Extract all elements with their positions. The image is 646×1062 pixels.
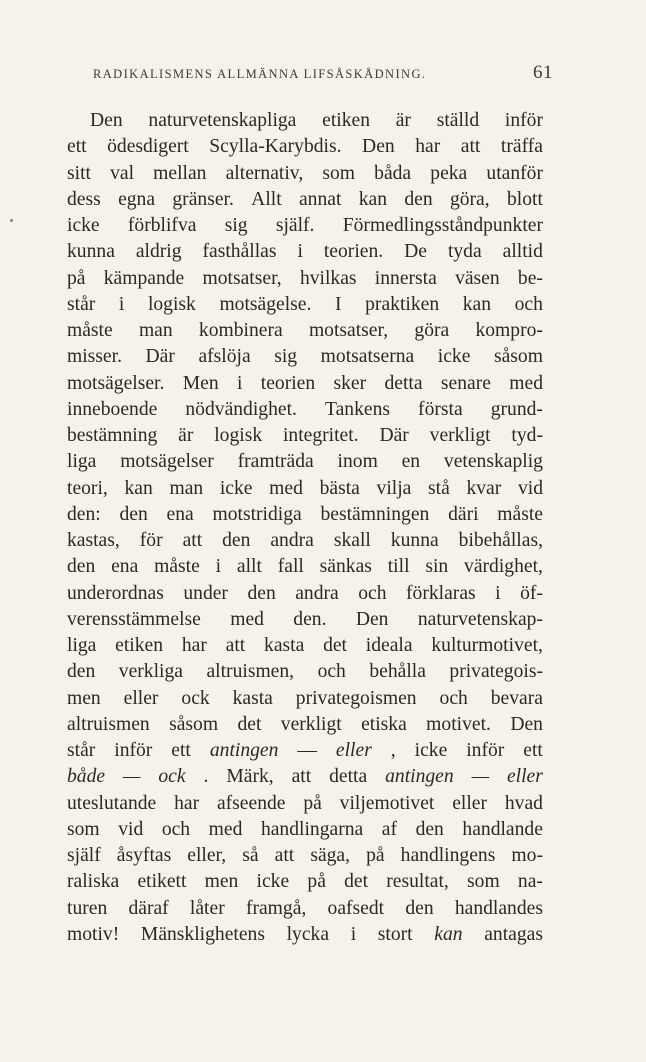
text-word: icke bbox=[414, 740, 448, 761]
text-line bbox=[67, 738, 543, 764]
text-word: stå bbox=[428, 477, 450, 499]
text-line bbox=[67, 633, 543, 659]
text-word: be- bbox=[517, 267, 543, 289]
text-word: lycka bbox=[286, 923, 330, 945]
text-word: ställd bbox=[436, 110, 480, 131]
text-word: med bbox=[509, 372, 543, 394]
text-line bbox=[67, 581, 543, 607]
text-word: sig bbox=[274, 346, 298, 368]
text-word: den bbox=[67, 556, 96, 578]
text-word: inför bbox=[504, 110, 543, 131]
text-word: Där bbox=[145, 346, 175, 368]
text-word: som bbox=[322, 162, 356, 184]
text-word: andra bbox=[295, 582, 339, 604]
text-word: kan bbox=[358, 188, 388, 210]
text-word: kasta bbox=[264, 635, 305, 656]
text-word: bästa bbox=[319, 477, 360, 499]
text-line bbox=[67, 213, 543, 239]
text-word: liga bbox=[67, 635, 97, 656]
text-line bbox=[67, 187, 543, 213]
text-line bbox=[67, 659, 543, 685]
text-word: egna bbox=[118, 188, 156, 210]
text-word: sker bbox=[333, 372, 367, 394]
text-word: i bbox=[297, 241, 303, 263]
text-word: måste bbox=[497, 503, 543, 525]
text-word: verkliga bbox=[118, 661, 183, 683]
text-word: aldrig bbox=[135, 241, 182, 263]
text-word: alternativ, bbox=[225, 162, 304, 184]
text-word: ock bbox=[181, 687, 210, 709]
text-word: antagas bbox=[484, 923, 543, 945]
text-word: bibehållas, bbox=[458, 530, 543, 551]
text-word: peka bbox=[430, 162, 468, 184]
text-word: väsen bbox=[455, 267, 500, 289]
text-line bbox=[67, 869, 543, 895]
text-word: senare bbox=[440, 372, 491, 394]
text-line bbox=[67, 134, 543, 160]
text-word: handlande bbox=[462, 818, 543, 840]
text-word: eller bbox=[506, 766, 543, 788]
text-word: på bbox=[303, 792, 322, 814]
text-word: . bbox=[203, 766, 209, 788]
text-word: motivet. bbox=[426, 713, 491, 735]
text-word: na- bbox=[517, 871, 543, 893]
text-word: alltid bbox=[502, 241, 543, 263]
text-word: teori, bbox=[67, 477, 108, 499]
text-word: kompro- bbox=[475, 320, 543, 341]
text-word: ock bbox=[158, 766, 186, 788]
text-word: eller bbox=[123, 687, 159, 709]
text-word: första bbox=[418, 398, 463, 420]
text-word: till bbox=[387, 556, 410, 578]
text-word: det bbox=[344, 871, 369, 893]
text-word: hvilkas bbox=[299, 267, 357, 289]
text-word: kulturmotivet, bbox=[431, 635, 543, 656]
text-word: viljemotivet bbox=[339, 792, 435, 814]
text-word: privategois- bbox=[449, 661, 543, 683]
text-line bbox=[67, 528, 543, 554]
text-word: mo- bbox=[511, 845, 543, 866]
text-word: måste bbox=[67, 320, 113, 341]
text-word: förblifva bbox=[127, 215, 197, 236]
text-word: Mänsklighetens bbox=[140, 923, 265, 945]
text-word: göra bbox=[414, 320, 450, 341]
text-word: allt bbox=[236, 556, 262, 578]
text-word: raliska bbox=[67, 871, 120, 893]
text-word: sänkas bbox=[319, 556, 372, 578]
text-word: fall bbox=[277, 556, 304, 578]
text-line bbox=[67, 764, 543, 790]
text-word: i bbox=[215, 556, 222, 578]
text-word: privategoismen bbox=[295, 687, 417, 709]
text-word: åsyftas bbox=[116, 845, 172, 866]
text-word: kan bbox=[124, 477, 153, 499]
text-word: Scylla-Karybdis. bbox=[209, 136, 342, 158]
text-word: den: bbox=[67, 503, 101, 525]
text-word: själf. bbox=[275, 215, 315, 236]
text-word: verkligt bbox=[280, 713, 342, 735]
text-word: skall bbox=[333, 530, 371, 551]
text-word: icke bbox=[437, 346, 471, 368]
text-line bbox=[67, 476, 543, 502]
text-word: eller bbox=[452, 792, 488, 814]
text-word: — bbox=[297, 740, 317, 761]
text-line bbox=[67, 292, 543, 318]
text-word: har bbox=[181, 635, 207, 656]
text-word: i bbox=[118, 293, 125, 315]
text-word: på bbox=[67, 267, 86, 289]
text-word: däri bbox=[448, 503, 479, 525]
text-word: handlingarna bbox=[260, 818, 364, 840]
text-line bbox=[67, 791, 543, 817]
text-word: uteslutande bbox=[67, 792, 157, 814]
text-word: afslöja bbox=[198, 346, 251, 368]
text-word: afseende bbox=[216, 792, 286, 814]
text-word: motiv! bbox=[67, 923, 120, 945]
text-word: såsom bbox=[169, 713, 219, 735]
text-word: teorien bbox=[260, 372, 316, 394]
text-word: man bbox=[169, 477, 204, 499]
body-text bbox=[67, 108, 543, 948]
text-word: inom bbox=[337, 451, 378, 473]
text-word: ett bbox=[171, 740, 191, 761]
text-word: etikett bbox=[137, 871, 187, 893]
text-line bbox=[67, 712, 543, 738]
text-word: däraf bbox=[128, 897, 169, 919]
text-word: att bbox=[460, 136, 481, 158]
text-word: men bbox=[67, 687, 101, 709]
text-word: Men bbox=[182, 372, 219, 394]
text-word: att bbox=[182, 530, 203, 551]
text-word: som bbox=[467, 871, 500, 893]
text-word: vid bbox=[118, 818, 144, 840]
text-word: sin bbox=[425, 556, 449, 578]
text-word: på bbox=[366, 845, 385, 866]
text-line bbox=[67, 817, 543, 843]
text-word: för bbox=[139, 530, 163, 551]
text-word: antingen bbox=[385, 766, 454, 788]
text-word: antingen bbox=[209, 740, 279, 761]
text-word: under bbox=[183, 582, 228, 604]
text-word: behålla bbox=[369, 661, 426, 683]
text-word: inför bbox=[114, 740, 153, 761]
margin-mark bbox=[10, 219, 13, 222]
text-word: motsatserna bbox=[320, 346, 415, 368]
text-word: mellan bbox=[153, 162, 207, 184]
text-word: tyd- bbox=[511, 425, 543, 446]
text-word: verensstämmelse bbox=[67, 608, 201, 630]
text-word: Förmedlingsståndpunkter bbox=[342, 215, 543, 236]
text-word: oafsedt bbox=[327, 897, 385, 919]
text-word: ena bbox=[111, 556, 139, 578]
text-word: andra bbox=[270, 530, 314, 551]
text-word: ett bbox=[523, 740, 543, 761]
text-word: tyda bbox=[447, 241, 482, 263]
text-word: vid bbox=[517, 477, 543, 499]
text-word: kan bbox=[462, 293, 492, 315]
text-word: etiken bbox=[322, 110, 370, 131]
text-word: med bbox=[269, 477, 303, 499]
text-word: att bbox=[291, 766, 312, 788]
text-word: verkligt bbox=[429, 425, 491, 446]
text-word: integritet. bbox=[282, 425, 359, 446]
text-word: i bbox=[350, 923, 357, 945]
text-word: handlandes bbox=[454, 897, 543, 919]
text-word: naturvetenskap- bbox=[417, 608, 543, 630]
text-word: göra, bbox=[449, 188, 490, 210]
text-word: detta bbox=[384, 372, 423, 394]
text-word: låter bbox=[189, 897, 225, 919]
text-word: kvar bbox=[466, 477, 502, 499]
text-word: kan bbox=[434, 923, 463, 945]
text-word: bestämning bbox=[67, 425, 158, 446]
text-word: den bbox=[415, 818, 444, 840]
text-word: turen bbox=[67, 897, 108, 919]
text-word: och bbox=[161, 818, 191, 840]
text-word: — bbox=[471, 766, 490, 788]
text-word: har bbox=[174, 792, 200, 814]
text-word: bestämningen bbox=[320, 503, 430, 525]
running-head bbox=[93, 62, 553, 86]
text-word: kasta bbox=[232, 687, 273, 709]
text-word: men bbox=[204, 871, 239, 893]
text-word: hvad bbox=[504, 792, 543, 814]
text-word: vilja bbox=[376, 477, 412, 499]
text-word: ett bbox=[67, 136, 87, 158]
text-word: båda bbox=[374, 162, 412, 184]
text-word: på bbox=[307, 871, 326, 893]
text-word: af bbox=[381, 818, 398, 840]
text-word: ena bbox=[166, 503, 194, 525]
text-word: motsägelser. bbox=[67, 372, 165, 394]
text-word: som bbox=[67, 818, 100, 840]
text-word: kunna bbox=[390, 530, 439, 551]
text-line bbox=[67, 449, 543, 475]
text-word: och bbox=[317, 661, 346, 683]
running-title: RADIKALISMENS ALLMÄNNA LIFSÅSKÅDNING. bbox=[93, 67, 427, 81]
text-word: så bbox=[242, 845, 259, 866]
text-word: etiska bbox=[361, 713, 407, 735]
text-word: annat bbox=[298, 188, 342, 210]
page-number: 61 bbox=[533, 62, 553, 83]
text-word: naturvetenskapliga bbox=[148, 110, 297, 131]
text-word: eller, bbox=[187, 845, 227, 866]
text-word: motsägelse. bbox=[219, 293, 312, 315]
text-word: Den bbox=[362, 136, 395, 158]
text-word: innersta bbox=[374, 267, 437, 289]
text-word: säga, bbox=[310, 845, 351, 866]
text-word: grund- bbox=[490, 398, 543, 420]
text-word: och bbox=[439, 687, 468, 709]
text-line bbox=[67, 607, 543, 633]
text-word: Den bbox=[90, 110, 123, 131]
text-word: icke bbox=[219, 477, 253, 499]
text-word: , bbox=[390, 740, 396, 761]
text-word: med bbox=[230, 608, 264, 630]
text-line bbox=[67, 371, 543, 397]
text-word: underordnas bbox=[67, 582, 164, 604]
text-word: misser. bbox=[67, 346, 122, 368]
text-word: den bbox=[247, 582, 276, 604]
text-word: altruismen, bbox=[206, 661, 295, 683]
text-word: ideala bbox=[365, 635, 413, 656]
text-word: motstridiga bbox=[212, 503, 302, 525]
text-word: sitt bbox=[67, 162, 91, 184]
text-word: Den bbox=[510, 713, 543, 735]
text-word: gränser. bbox=[172, 188, 234, 210]
text-word: med bbox=[208, 818, 243, 840]
text-word: utanför bbox=[486, 162, 543, 184]
text-word: kunna bbox=[67, 241, 115, 263]
text-line bbox=[67, 161, 543, 187]
text-word: såsom bbox=[493, 346, 543, 368]
text-word: och bbox=[358, 582, 387, 604]
text-word: logisk bbox=[214, 425, 263, 446]
text-word: icke bbox=[256, 871, 290, 893]
text-word: eller bbox=[335, 740, 372, 761]
text-word: inneboende bbox=[67, 398, 158, 420]
text-word: framträda bbox=[237, 451, 314, 473]
text-word: motsägelser bbox=[120, 451, 214, 473]
text-word: altruismen bbox=[67, 713, 150, 735]
text-word: icke bbox=[67, 215, 100, 236]
text-word: De bbox=[404, 241, 427, 263]
text-word: det bbox=[237, 713, 262, 735]
text-word: logisk bbox=[147, 293, 196, 315]
text-word: den bbox=[67, 661, 96, 683]
text-word: bevara bbox=[490, 687, 543, 709]
text-word: kombinera bbox=[198, 320, 283, 341]
text-line bbox=[67, 344, 543, 370]
text-word: förklaras bbox=[406, 582, 476, 604]
text-word: värdighet, bbox=[464, 556, 543, 578]
text-word: val bbox=[110, 162, 135, 184]
text-line bbox=[67, 318, 543, 344]
text-word: både bbox=[67, 766, 106, 788]
text-word: praktiken bbox=[365, 293, 440, 315]
text-line bbox=[67, 108, 543, 134]
text-word: handlingens bbox=[400, 845, 496, 866]
text-line bbox=[67, 686, 543, 712]
text-word: motsatser, bbox=[308, 320, 389, 341]
text-word: framgå, bbox=[245, 897, 307, 919]
text-word: att bbox=[225, 635, 246, 656]
text-word: att bbox=[274, 845, 295, 866]
text-word: detta bbox=[329, 766, 368, 788]
text-word: sig bbox=[224, 215, 248, 236]
text-word: står bbox=[67, 293, 96, 315]
text-word: den bbox=[222, 530, 251, 551]
text-word: nödvändighet. bbox=[185, 398, 297, 420]
text-line bbox=[67, 266, 543, 292]
text-line bbox=[67, 397, 543, 423]
text-word: motsatser, bbox=[202, 267, 282, 289]
text-word: det bbox=[323, 635, 347, 656]
text-word: i bbox=[236, 372, 243, 394]
text-word: i bbox=[495, 582, 501, 604]
text-word: ödesdigert bbox=[107, 136, 189, 158]
text-word: den. bbox=[293, 608, 327, 630]
text-line bbox=[67, 922, 543, 948]
text-word: själf bbox=[67, 845, 101, 866]
text-word: öf- bbox=[520, 582, 543, 604]
text-line bbox=[67, 843, 543, 869]
text-word: har bbox=[415, 136, 441, 158]
text-word: teorien. bbox=[323, 241, 384, 263]
text-word: och bbox=[514, 293, 543, 315]
text-word: etiken bbox=[115, 635, 164, 656]
text-word: kastas, bbox=[67, 530, 120, 551]
text-word: vetenskaplig bbox=[443, 451, 543, 473]
text-word: resultat, bbox=[386, 871, 449, 893]
text-line bbox=[67, 896, 543, 922]
text-word: är bbox=[178, 425, 194, 446]
text-word: är bbox=[395, 110, 411, 131]
text-word: Den bbox=[355, 608, 389, 630]
text-word: dess bbox=[67, 188, 101, 210]
text-word: Där bbox=[379, 425, 409, 446]
text-word: liga bbox=[67, 451, 97, 473]
text-word: Märk, bbox=[226, 766, 274, 788]
text-word: en bbox=[401, 451, 421, 473]
text-word: fasthållas bbox=[202, 241, 277, 263]
text-line bbox=[67, 502, 543, 528]
text-word: träffa bbox=[500, 136, 543, 158]
text-word: den bbox=[404, 188, 433, 210]
text-word: den bbox=[119, 503, 148, 525]
text-word: stort bbox=[377, 923, 413, 945]
text-word: den bbox=[405, 897, 434, 919]
text-word: kämpande bbox=[103, 267, 185, 289]
text-word: står bbox=[67, 740, 96, 761]
text-line bbox=[67, 239, 543, 265]
text-word: Allt bbox=[251, 188, 282, 210]
text-word: blott bbox=[506, 188, 543, 210]
text-word: Tankens bbox=[324, 398, 390, 420]
text-word: I bbox=[335, 293, 342, 315]
text-word: måste bbox=[154, 556, 200, 578]
text-word: — bbox=[123, 766, 141, 788]
text-word: man bbox=[138, 320, 173, 341]
text-line bbox=[67, 423, 543, 449]
text-word: inför bbox=[466, 740, 505, 761]
text-line bbox=[67, 554, 543, 580]
